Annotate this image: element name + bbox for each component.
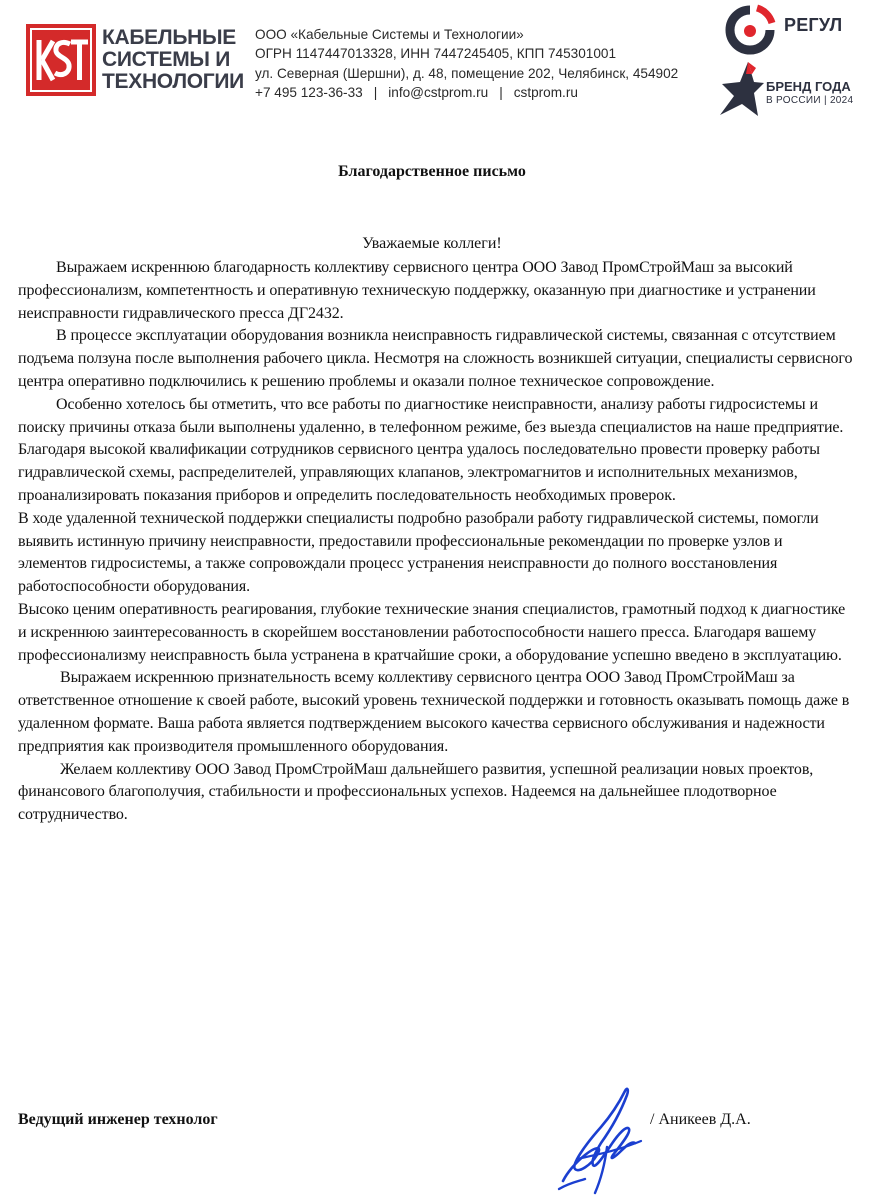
brand-line-2: В РОССИИ | 2024 bbox=[766, 95, 854, 106]
company-phone: +7 495 123-36-33 bbox=[255, 85, 363, 101]
brand-of-year-badge bbox=[718, 60, 868, 120]
regul-name: РЕГУЛ bbox=[784, 15, 843, 35]
paragraph-1: Выражаем искреннюю благодарность коллективу сервисного центра ООО Завод ПромСтройМаш за высокий профессионализм, компетентность и оперативную техническую поддержку, оказанную при диагностике и устранении неисправности гидравлического пресса ДГ2432. bbox=[18, 259, 816, 322]
signatory-name: / Аникеев Д.А. bbox=[650, 1111, 751, 1128]
company-name: ООО «Кабельные Системы и Технологии» bbox=[255, 27, 524, 42]
paragraph-6: Выражаем искреннюю признательность всему коллективу сервисного центра ООО Завод ПромСтройМаш за ответственное отношение к своей работе, высокий уровень технической поддержки и готовность оказывать помощь даже в удаленном формате. Ваша работа является подтверждением высокого качества сервисного обслуживания и надежности предприятия как производителя промышленного оборудования. bbox=[18, 669, 850, 755]
company-details bbox=[255, 25, 715, 103]
brand-line-1: БРЕНД ГОДА bbox=[766, 79, 851, 94]
paragraph-4: В ходе удаленной технической поддержки специалисты подробно разобрали работу гидравлической системы, помогли выявить истинную причину неисправности, предоставили профессиональные рекомендации по проверке узлов и элементов гидросистемы, а также сопровождали процесс устранения неисправности до полного восстановления работоспособности оборудования. bbox=[18, 509, 819, 596]
regul-logo bbox=[722, 4, 872, 56]
paragraph-3: Особенно хотелось бы отметить, что все работы по диагностике неисправности, анализу работы гидросистемы и поиску причины отказа были выполнены удаленно, в телефонном режиме, без выезда специалистов на наше предприятие. Благодаря высокой квалификации сотрудников сервисного центра удалось последовательно провести проверку работы гидравлической схемы, распределителей, управляющих клапанов, электромагнитов и исполнительных механизмов, проанализировать показания приборов и определить последовательность необходимых проверок. bbox=[18, 395, 844, 504]
paragraph-5: Высоко ценим оперативность реагирования, глубокие технические знания специалистов, грамотный подход к диагностике и искреннюю заинтересованность в скорейшем восстановлении работоспособности нашего пресса. Благодаря вашему профессионализму неисправность была устранена в кратчайшие сроки, а оборудование успешно введено в эксплуатацию. bbox=[18, 600, 846, 664]
regul-logo-icon bbox=[722, 4, 778, 56]
letter-title: Благодарственное письмо bbox=[338, 163, 526, 180]
kst-logo-icon bbox=[26, 24, 96, 96]
company-website[interactable]: cstprom.ru bbox=[513, 85, 578, 101]
signatory-role: Ведущий инженер технолог bbox=[18, 1111, 218, 1128]
letter-greeting: Уважаемые коллеги! bbox=[362, 235, 502, 252]
brand-star-icon bbox=[718, 60, 766, 118]
letterhead bbox=[0, 0, 888, 125]
company-registration: ОГРН 1147447013328, ИНН 7447245405, КПП 745301001 bbox=[255, 46, 617, 62]
paragraph-2: В процессе эксплуатации оборудования возникла неисправность гидравлической системы, связанная с отсутствием подъема ползуна после выполнения рабочего цикла. Несмотря на сложность возникшей ситуации, специалисты сервисного центра оперативно подключились к решению проблемы и оказали полное техническое сопровождение. bbox=[18, 327, 853, 390]
logo-line-1: КАБЕЛЬНЫЕ bbox=[102, 26, 236, 49]
contact-separator: | bbox=[499, 85, 503, 101]
company-contacts bbox=[255, 83, 715, 102]
logo-line-2: СИСТЕМЫ И bbox=[102, 48, 231, 71]
signature-icon bbox=[555, 1085, 645, 1197]
paragraph-7: Желаем коллективу ООО Завод ПромСтройМаш дальнейшего развития, успешной реализации новых проектов, финансового благополучия, стабильности и профессиональных успехов. Надеемся на дальнейшее плодотворное сотрудничество. bbox=[18, 760, 814, 824]
logo-line-3: ТЕХНОЛОГИИ bbox=[102, 70, 244, 93]
company-address: ул. Северная (Шершни), д. 48, помещение 202, Челябинск, 454902 bbox=[255, 65, 679, 81]
company-logo bbox=[26, 24, 244, 98]
company-email[interactable]: info@cstprom.ru bbox=[388, 85, 489, 101]
logo-wordmark bbox=[102, 27, 242, 93]
contact-separator: | bbox=[373, 85, 378, 101]
letter-body bbox=[18, 257, 854, 827]
